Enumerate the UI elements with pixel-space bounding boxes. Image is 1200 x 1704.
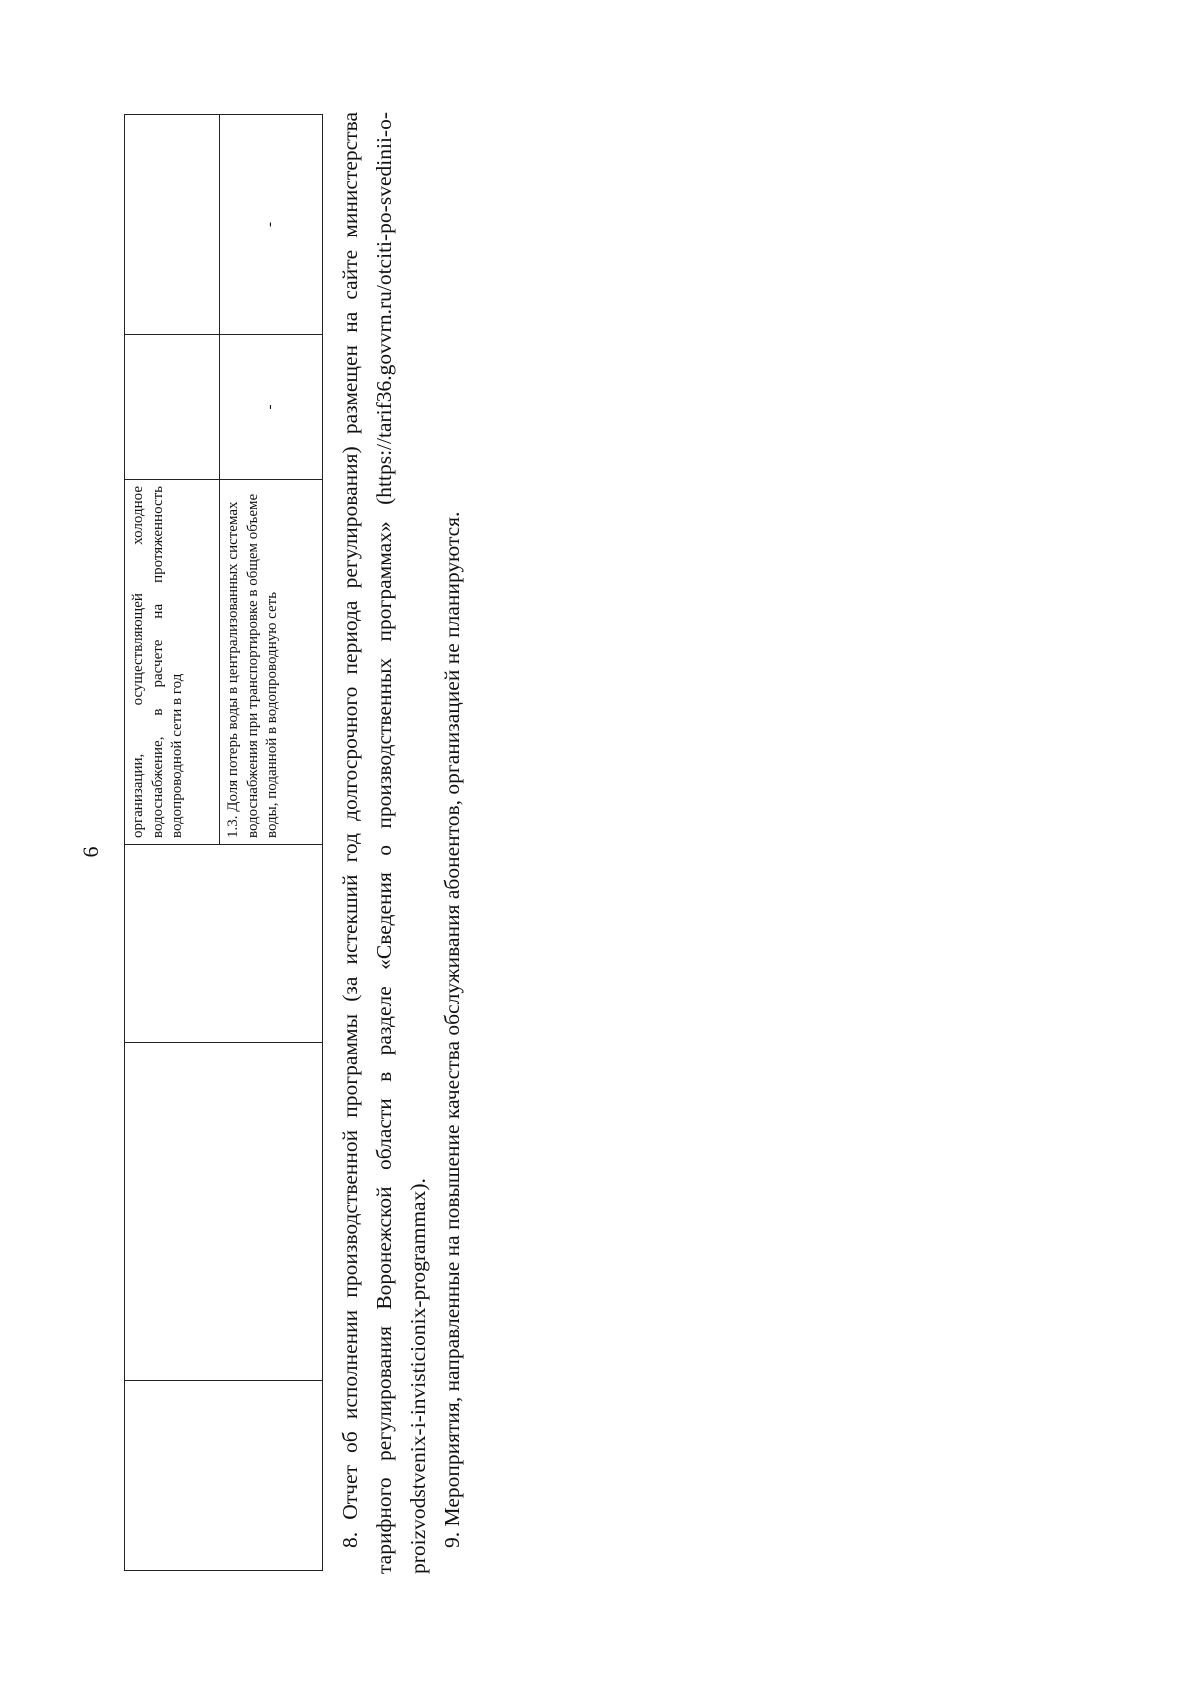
table-cell-value-plan: - [220,335,323,480]
table-cell-number [125,1381,323,1571]
table-cell-indicator-continued: организации, осуществляющей холодное водоснабжение, в расчете на протяженность водопроводной сети в год [125,480,220,845]
table-cell-value-fact [125,115,220,335]
table-cell-indicator-1-3: 1.3. Доля потерь воды в централизованных системах водоснабжения при транспортировке в общем объеме воды, поданной в водопроводную сеть [220,480,323,845]
table-cell-empty [125,845,323,1043]
table-row-continued [125,115,220,1571]
table-cell-empty [125,1043,323,1381]
indicators-table [124,114,323,1571]
table-cell-value-fact: - [220,115,323,335]
paragraph-8-end: ). [406,1178,430,1191]
paragraph-9: 9. Мероприятия, направленные на повышение качества обслуживания абонентов, организацией не планируются. [440,511,464,1548]
page-number: 6 [78,846,103,858]
table-cell-value-plan [125,335,220,480]
paragraph-8-text: 8. Отчет об исполнении производственной программы (за истекший год долгосрочного периода регулирования) размещен на сайте министерства тарифного регулирования Воронежской области в разделе «Сведения о производственных программах» ( [338,112,396,1574]
paragraph-8 [333,112,435,1574]
paragraph-8-url[interactable]: https://tarif36.govvrn.ru/otciti-po-svedinii-o-proizvodstvenix-i-invisticionix-programmax [372,112,430,1574]
